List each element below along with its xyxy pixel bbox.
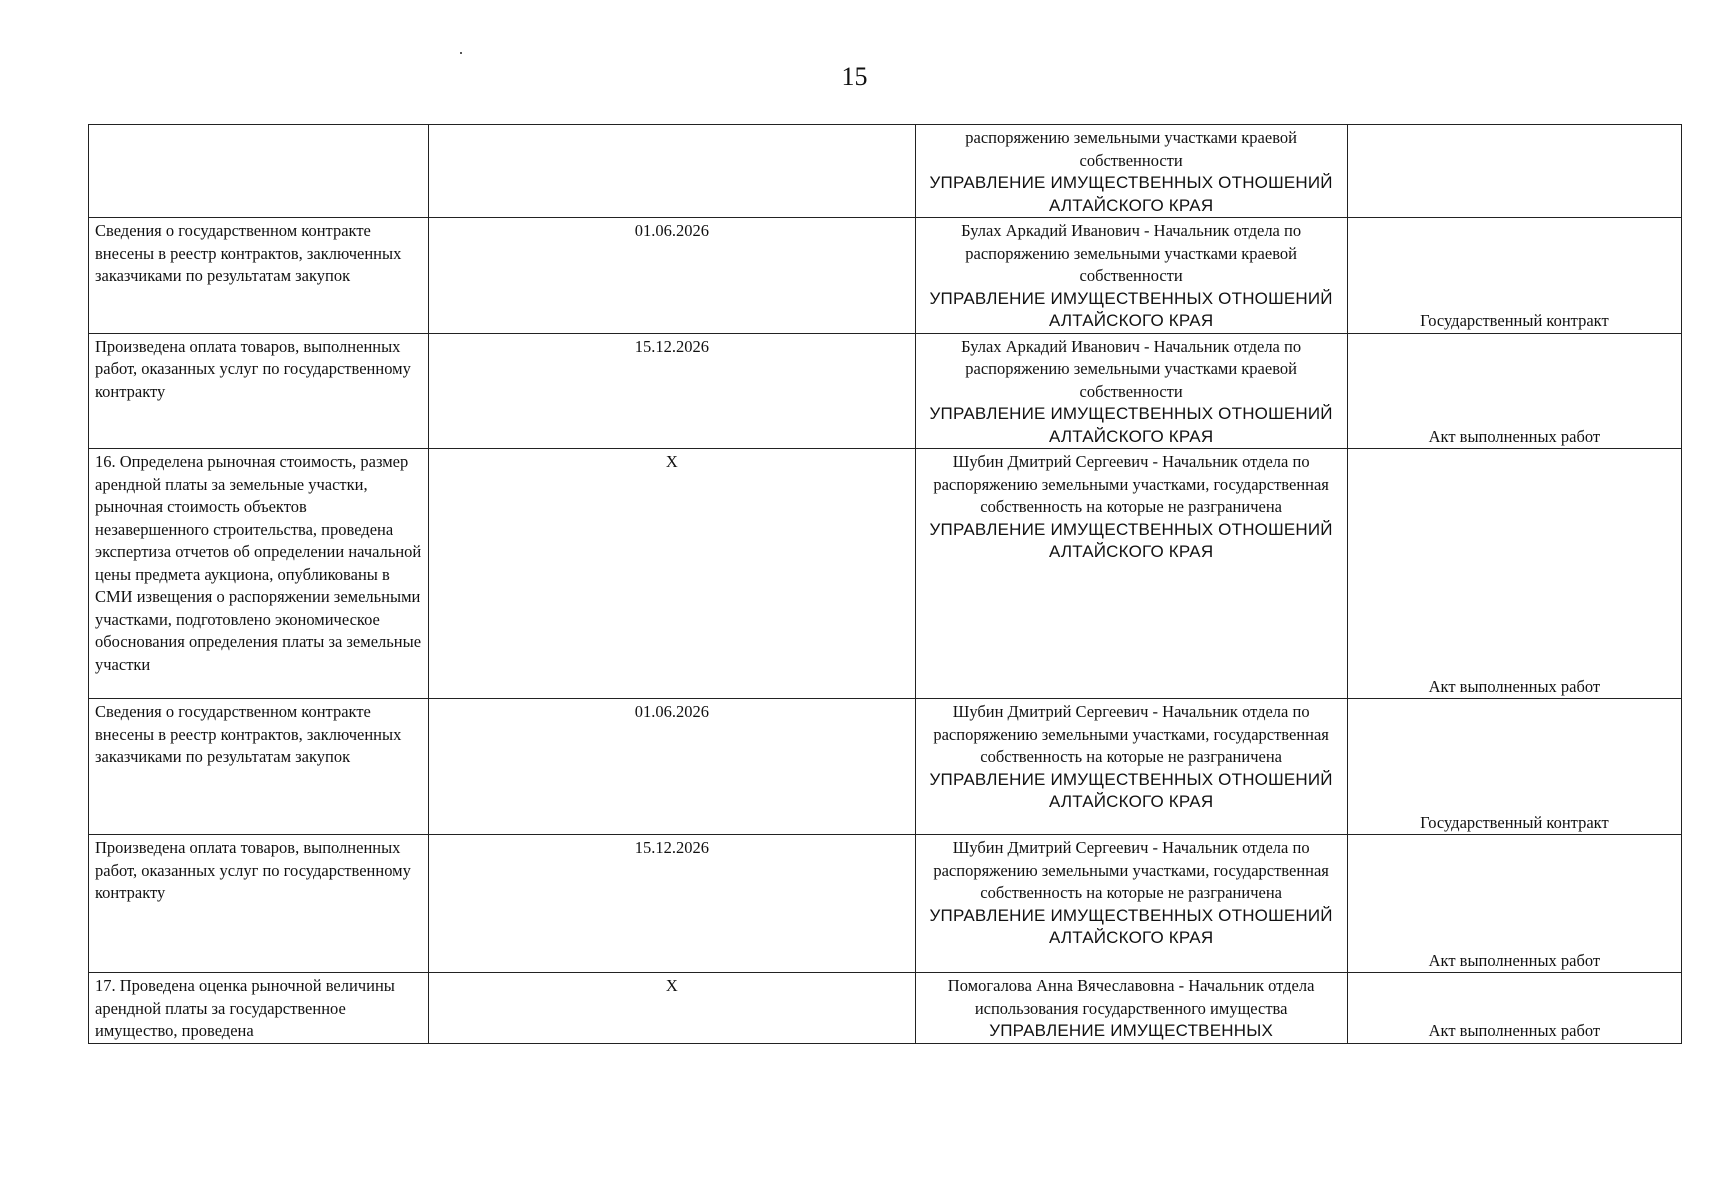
page-number: 15 [841, 62, 868, 91]
responsible-cell [915, 333, 1347, 449]
date-cell: 15.12.2026 [429, 835, 915, 973]
organization-name: УПРАВЛЕНИЕ ИМУЩЕСТВЕННЫХ ОТНОШЕНИЙ АЛТАЙСКОГО КРАЯ [929, 173, 1333, 215]
event-cell [89, 125, 429, 218]
event-cell: Сведения о государственном контракте внесены в реестр контрактов, заключенных заказчиками по результатам закупок [89, 218, 429, 334]
responsible-person: Булах Аркадий Иванович - Начальник отдела по распоряжению земельными участками краевой собственности [961, 221, 1302, 285]
organization-name: УПРАВЛЕНИЕ ИМУЩЕСТВЕННЫХ ОТНОШЕНИЙ АЛТАЙСКОГО КРАЯ [929, 769, 1333, 811]
date-cell: X [429, 449, 915, 699]
document-cell: Государственный контракт [1347, 699, 1681, 835]
organization-name: УПРАВЛЕНИЕ ИМУЩЕСТВЕННЫХ ОТНОШЕНИЙ АЛТАЙСКОГО КРАЯ [929, 905, 1333, 947]
scan-speck [460, 52, 462, 54]
table-row [89, 835, 1682, 973]
event-cell: Сведения о государственном контракте внесены в реестр контрактов, заключенных заказчиками по результатам закупок [89, 699, 429, 835]
table-row [89, 449, 1682, 699]
event-cell: Произведена оплата товаров, выполненных работ, оказанных услуг по государственному контракту [89, 835, 429, 973]
responsible-person: Шубин Дмитрий Сергеевич - Начальник отдела по распоряжению земельными участками, государственная собственность на которые не разграничена [933, 452, 1329, 516]
date-cell: 15.12.2026 [429, 333, 915, 449]
document-cell: Акт выполненных работ [1347, 835, 1681, 973]
document-cell: Акт выполненных работ [1347, 333, 1681, 449]
date-cell: 01.06.2026 [429, 699, 915, 835]
date-cell: X [429, 973, 915, 1044]
document-cell [1347, 125, 1681, 218]
table-row [89, 333, 1682, 449]
responsible-cell [915, 449, 1347, 699]
organization-name: УПРАВЛЕНИЕ ИМУЩЕСТВЕННЫХ [989, 1021, 1273, 1040]
event-cell: Произведена оплата товаров, выполненных работ, оказанных услуг по государственному контракту [89, 333, 429, 449]
event-cell: 16. Определена рыночная стоимость, размер арендной платы за земельные участки, рыночная стоимость объектов незавершенного строительства, проведена экспертиза отчетов об определении начальной цены предмета аукциона, опубликованы в СМИ извещения о распоряжении земельными участками, подготовлено экономическое обоснования определения платы за земельные участки [89, 449, 429, 699]
document-cell: Акт выполненных работ [1347, 449, 1681, 699]
event-cell: 17. Проведена оценка рыночной величины арендной платы за государственное имущество, проведена [89, 973, 429, 1044]
table-row [89, 699, 1682, 835]
date-cell [429, 125, 915, 218]
organization-name: УПРАВЛЕНИЕ ИМУЩЕСТВЕННЫХ ОТНОШЕНИЙ АЛТАЙСКОГО КРАЯ [929, 404, 1333, 446]
table-row [89, 125, 1682, 218]
organization-name: УПРАВЛЕНИЕ ИМУЩЕСТВЕННЫХ ОТНОШЕНИЙ АЛТАЙСКОГО КРАЯ [929, 519, 1333, 561]
table-row [89, 973, 1682, 1044]
responsible-cell [915, 699, 1347, 835]
responsible-cell [915, 973, 1347, 1044]
plan-table [88, 124, 1682, 1044]
responsible-person: Шубин Дмитрий Сергеевич - Начальник отдела по распоряжению земельными участками, государственная собственность на которые не разграничена [933, 838, 1329, 902]
organization-name: УПРАВЛЕНИЕ ИМУЩЕСТВЕННЫХ ОТНОШЕНИЙ АЛТАЙСКОГО КРАЯ [929, 288, 1333, 330]
table-row [89, 218, 1682, 334]
document-cell: Государственный контракт [1347, 218, 1681, 334]
responsible-cell [915, 835, 1347, 973]
responsible-person: Шубин Дмитрий Сергеевич - Начальник отдела по распоряжению земельными участками, государственная собственность на которые не разграничена [933, 702, 1329, 766]
date-cell: 01.06.2026 [429, 218, 915, 334]
responsible-cell [915, 125, 1347, 218]
responsible-person: распоряжению земельными участками краевой собственности [965, 128, 1297, 170]
responsible-person: Булах Аркадий Иванович - Начальник отдела по распоряжению земельными участками краевой собственности [961, 336, 1302, 401]
responsible-person: Помогалова Анна Вячеславовна - Начальник отдела использования государственного имущества [947, 976, 1315, 1018]
responsible-cell [915, 218, 1347, 334]
document-cell: Акт выполненных работ [1347, 973, 1681, 1044]
